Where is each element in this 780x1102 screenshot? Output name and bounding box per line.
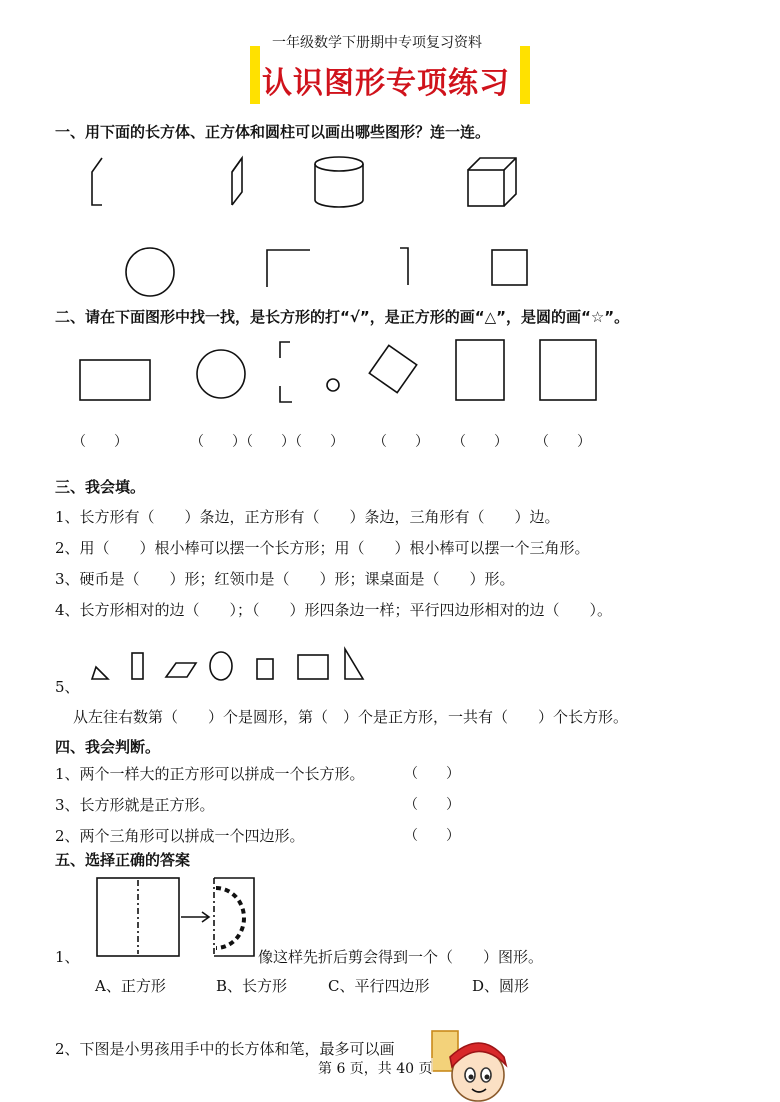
cube-figure bbox=[468, 158, 516, 206]
question-5-number: 5、 bbox=[55, 678, 80, 696]
thin-slab-figure bbox=[232, 158, 242, 205]
medium-rectangle bbox=[298, 655, 328, 679]
large-circle bbox=[197, 350, 245, 398]
small-circle bbox=[327, 379, 339, 391]
square-figure bbox=[540, 340, 596, 400]
cylinder-figure bbox=[315, 157, 363, 207]
corner-shape bbox=[267, 250, 310, 287]
section-1-heading: 一、用下面的长方体、正方体和圆柱可以画出哪些图形？连一连。 bbox=[55, 123, 491, 141]
page-footer: 第 6 页，共 40 页 bbox=[318, 1058, 433, 1078]
thin-rectangle bbox=[132, 653, 143, 679]
small-square bbox=[257, 659, 273, 679]
circle-shape bbox=[126, 248, 174, 296]
judge-item-1: 1、两个一样大的正方形可以拼成一个长方形。 bbox=[55, 765, 365, 783]
answer-paren-group[interactable]: （ ）（ ）（ ） bbox=[190, 434, 344, 450]
judge-paren-2[interactable]: （ ） bbox=[404, 797, 460, 813]
tall-rectangle bbox=[456, 340, 504, 400]
judge-item-3: 2、两个三角形可以拼成一个四边形。 bbox=[55, 827, 305, 845]
fill-question-4: 4、长方形相对的边（ ）；（ ）形四条边一样；平行四边形相对的边（ ）。 bbox=[55, 601, 613, 619]
section-2-figures bbox=[0, 336, 780, 416]
bracket-shape bbox=[400, 248, 408, 285]
cut-arc bbox=[216, 888, 244, 948]
judge-paren-3[interactable]: （ ） bbox=[404, 828, 460, 844]
partial-box-figure bbox=[92, 158, 102, 205]
choice-question-1: 像这样先折后剪会得到一个（ ）图形。 bbox=[258, 948, 544, 966]
answer-paren-5[interactable]: （ ） bbox=[373, 434, 429, 450]
oval-shape bbox=[210, 652, 232, 680]
answer-paren-7[interactable]: （ ） bbox=[535, 434, 591, 450]
fill-question-5: 从左往右数第（ ）个是圆形，第（ ）个是正方形，一共有（ ）个长方形。 bbox=[73, 708, 629, 726]
fill-question-3: 3、硬币是（ ）形；红领巾是（ ）形；课桌面是（ ）形。 bbox=[55, 570, 515, 588]
tilted-square bbox=[369, 345, 416, 392]
fill-question-1: 1、长方形有（ ）条边，正方形有（ ）条边，三角形有（ ）边。 bbox=[55, 508, 560, 526]
choice-question-1-number: 1、 bbox=[55, 948, 80, 966]
square-shape bbox=[492, 250, 527, 285]
boy-illustration bbox=[430, 1027, 520, 1102]
parallelogram-shape bbox=[166, 663, 196, 677]
section-2-heading: 二、请在下面图形中找一找，是长方形的打“√”，是正方形的画“△”，是圆的画“☆”。 bbox=[55, 308, 630, 326]
question-5-shapes bbox=[0, 645, 780, 685]
option-a[interactable]: A、正方形 bbox=[95, 977, 166, 995]
choice-question-2: 2、下图是小男孩用手中的长方体和笔，最多可以画 bbox=[55, 1040, 395, 1058]
judge-paren-1[interactable]: （ ） bbox=[404, 766, 460, 782]
section-5-heading: 五、选择正确的答案 bbox=[55, 851, 191, 869]
section-1-figures bbox=[0, 150, 780, 310]
answer-paren-1[interactable]: （ ） bbox=[72, 434, 128, 450]
right-triangle bbox=[345, 649, 363, 679]
triangle-shape bbox=[92, 667, 108, 679]
option-b[interactable]: B、长方形 bbox=[216, 977, 288, 995]
wide-rectangle bbox=[80, 360, 150, 400]
page-title: 认识图形专项练习 bbox=[262, 66, 510, 101]
judge-item-2: 3、长方形就是正方形。 bbox=[55, 796, 215, 814]
bracket-pair bbox=[280, 342, 292, 402]
option-c[interactable]: C、平行四边形 bbox=[328, 977, 430, 995]
answer-paren-6[interactable]: （ ） bbox=[452, 434, 508, 450]
fill-question-2: 2、用（ ）根小棒可以摆一个长方形；用（ ）根小棒可以摆一个三角形。 bbox=[55, 539, 590, 557]
option-d[interactable]: D、圆形 bbox=[472, 977, 530, 995]
section-4-heading: 四、我会判断。 bbox=[55, 738, 161, 756]
section-3-heading: 三、我会填。 bbox=[55, 478, 146, 496]
document-header: 一年级数学下册期中专项复习资料 bbox=[272, 35, 482, 51]
